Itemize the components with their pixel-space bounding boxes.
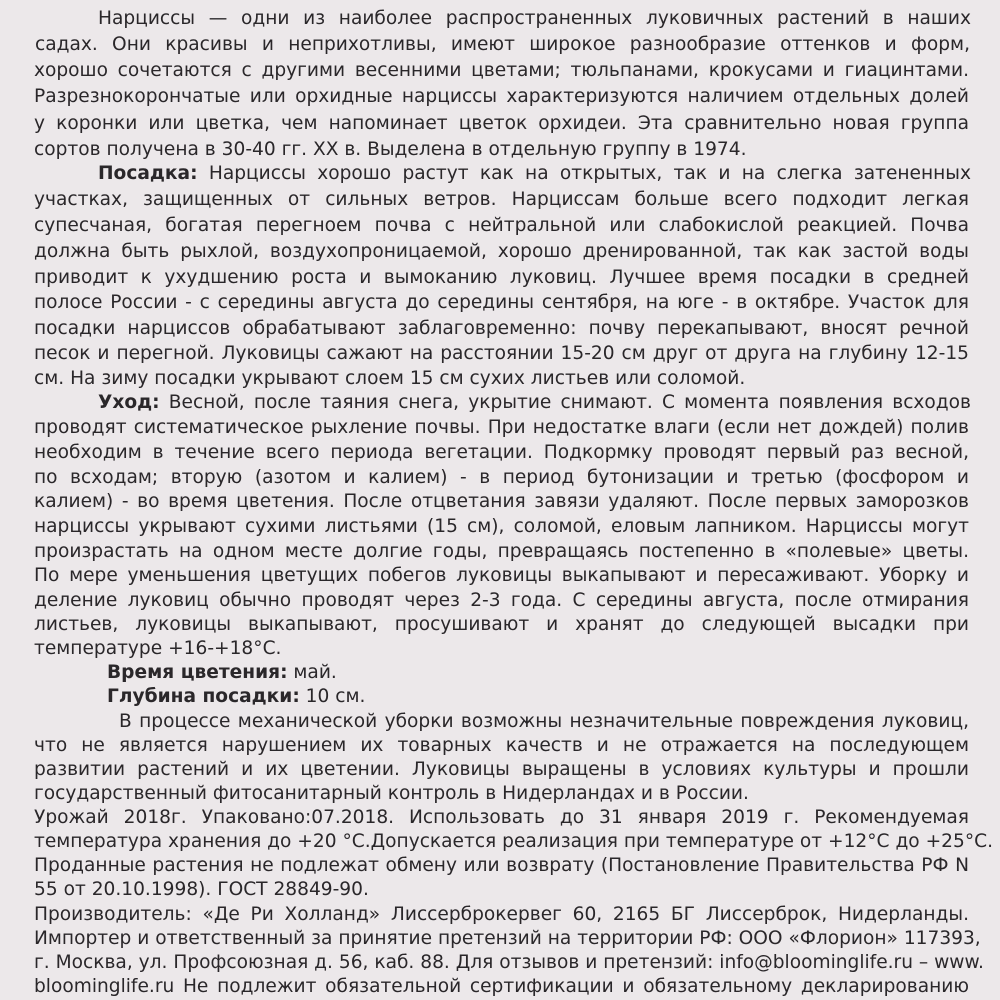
storage-line: Урожай 2018г. Упаковано:07.2018. Использовать до 31 января 2019 г. Рекомендуемая — [34, 807, 969, 828]
damage-line: что не является нарушением их товарных качеств и не отражается на последующем — [34, 735, 969, 756]
bloom-value: май. — [287, 662, 337, 683]
care-line: по всходам; вторую (азотом и калием) - в период бутонизации и третью (фосфором и — [34, 467, 969, 488]
intro-line: сортов получена в 30-40 гг. XX в. Выделена в отдельную группу в 1974. — [34, 139, 747, 160]
planting-label: Посадка: — [98, 163, 198, 184]
producer-line: г. Москва, ул. Профсоюзная д. 56, каб. 88. Для отзывов и претензий: info@bloominglife.ru – www. — [34, 952, 984, 973]
planting-line — [98, 162, 971, 186]
producer-line: bloominglife.ru Не подлежит обязательной сертификации и обязательному декларированию — [34, 976, 969, 997]
producer-line: Производитель: «Де Ри Холланд» Лиссерброкервег 60, 2165 БГ Лиссерброк, Нидерланды. — [34, 904, 969, 925]
intro-line: садах. Они красивы и неприхотливы, имеют широкое разнообразие оттенков и форм, — [35, 34, 970, 55]
care-line: листьев, луковицы выкапывают, просушивают и хранят до следующей высадки при — [34, 614, 969, 635]
planting-text: Нарциссы хорошо растут как на открытых, так и на слегка затененных — [197, 163, 971, 184]
damage-line: развитии растений и их цветении. Луковицы выращены в условиях культуры и прошли — [34, 759, 969, 780]
care-line: По мере уменьшения цветущих побегов луковицы выкапывают и пересаживают. Уборку и — [34, 565, 969, 586]
damage-line: В процессе механической уборки возможны незначительные повреждения луковиц, — [119, 711, 969, 732]
producer-line: Импортер и ответственный за принятие претензий на территории РФ: ООО «Флорион» 117393, — [34, 928, 981, 949]
care-line — [98, 391, 971, 415]
planting-line: полосе России - с середины августа до середины сентября, на юге - в октябре. Участок для — [34, 292, 969, 313]
bloom-line — [107, 661, 337, 685]
care-line: нарциссы укрывают сухими листьями (15 см), соломой, еловым лапником. Нарциссы могут — [34, 516, 969, 537]
depth-value: 10 см. — [299, 686, 366, 707]
care-line: необходим в течение всего периода вегетации. Подкормку проводят первый раз весной, — [34, 442, 969, 463]
storage-line: 55 от 20.10.1998). ГОСТ 28849-90. — [34, 879, 369, 900]
care-line: температуре +16-+18°С. — [34, 638, 282, 659]
planting-line: участках, защищенных от сильных ветров. Нарциссам больше всего подходит легкая — [34, 189, 969, 210]
storage-line: Проданные растения не подлежат обмену или возврату (Постановление Правительства РФ N — [34, 855, 969, 876]
intro-line: хорошо сочетаются с другими весенними цветами; тюльпанами, крокусами и гиацинтами. — [34, 60, 969, 81]
planting-line: песок и перегной. Луковицы сажают на расстоянии 15-20 см друг от друга на глубину 12-15 — [34, 343, 969, 364]
care-line: деление луковиц обычно проводят через 2-3 года. С середины августа, после отмирания — [34, 590, 969, 611]
intro-line: Нарциссы — одни из наиболее распространенных луковичных растений в наших — [98, 8, 971, 29]
storage-line: температура хранения до +20 °С.Допускается реализация при температуре от +12°С до +25°С. — [34, 831, 994, 852]
planting-line: должна быть рыхлой, воздухопроницаемой, хорошо дренированной, так как застой воды — [34, 241, 969, 262]
care-line: произрастать на одном месте долгие годы, превращаясь постепенно в «полевые» цветы. — [34, 541, 969, 562]
damage-line: государственный фитосанитарный контроль в Нидерландах и в России. — [34, 783, 749, 804]
planting-line: см. На зиму посадки укрывают слоем 15 см сухих листьев или соломой. — [34, 368, 746, 389]
planting-line: супесчаная, богатая перегноем почва с нейтральной или слабокислой реакцией. Почва — [34, 215, 969, 236]
depth-line — [107, 685, 365, 709]
intro-line: Разрезнокорончатые или орхидные нарциссы характеризуются наличием отдельных долей — [34, 86, 969, 107]
intro-line: у коронки или цветка, чем напоминает цветок орхидеи. Эта сравнительно новая группа — [34, 113, 969, 134]
planting-line: приводит к ухудшению роста и вымоканию луковиц. Лучшее время посадки в средней — [34, 267, 969, 288]
care-line: калием) - во время цветения. После отцветания завязи удаляют. После первых заморозков — [34, 491, 969, 512]
bloom-label: Время цветения: — [107, 662, 288, 683]
depth-label: Глубина посадки: — [107, 686, 300, 707]
care-label: Уход: — [98, 392, 160, 413]
care-line: проводят систематическое рыхление почвы. При недостатке влаги (если нет дождей) полив — [34, 417, 969, 438]
care-text: Весной, после таяния снега, укрытие снимают. С момента появления всходов — [159, 392, 971, 413]
planting-line: посадки нарциссов обрабатывают заблаговременно: почву перекапывают, вносят речной — [34, 318, 969, 339]
